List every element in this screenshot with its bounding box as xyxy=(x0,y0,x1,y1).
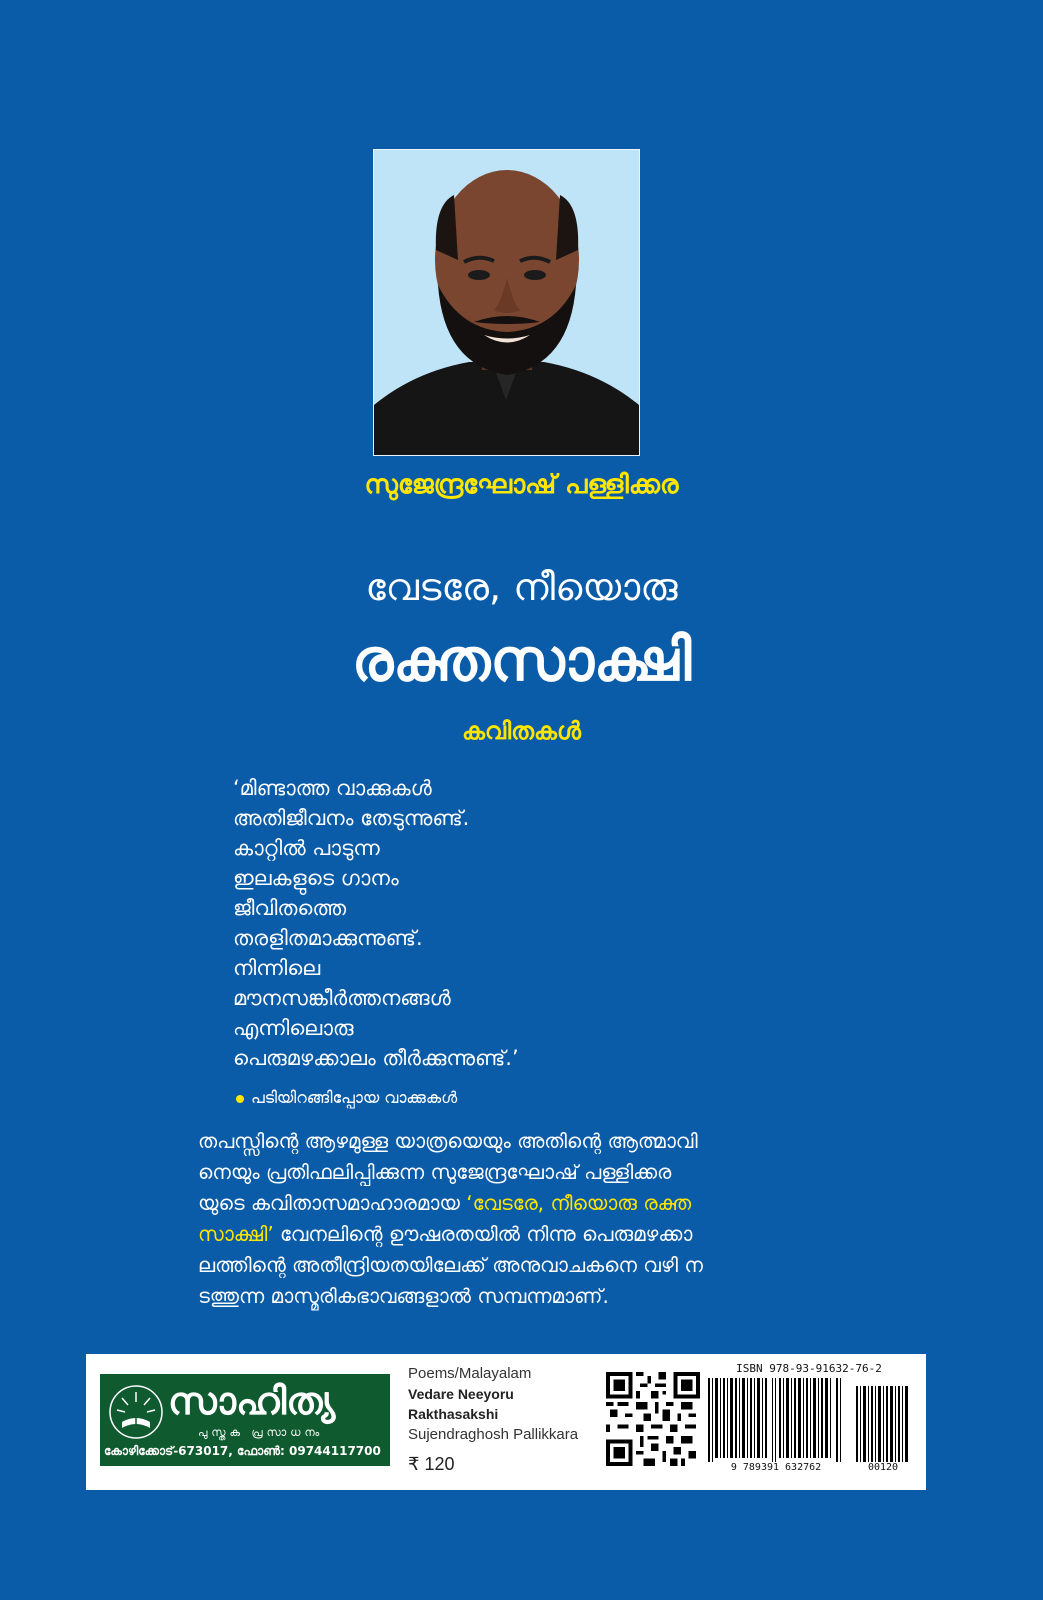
blurb-line xyxy=(198,1188,858,1219)
poem-line: കാറ്റിൽ പാടുന്ന xyxy=(233,836,380,860)
author-photo xyxy=(373,149,640,456)
poem-source-title: പടിയിറങ്ങിപ്പോയ വാക്കുകൾ xyxy=(251,1088,458,1107)
poem-excerpt xyxy=(233,773,833,1073)
poem-line: തരളിതമാക്കുന്നുണ്ട്. xyxy=(233,926,423,950)
book-author-latin: Sujendraghosh Pallikkara xyxy=(408,1426,579,1443)
blurb-line: നെയും പ്രതിഫലിപ്പിക്കുന്ന സുജേന്ദ്രഘോഷ് പള്ളിക്കര xyxy=(198,1160,672,1184)
book-metadata xyxy=(408,1364,600,1478)
poem-line: ‘മിണ്ടാത്ത വാക്കുകൾ xyxy=(233,776,432,800)
publisher-logo xyxy=(100,1374,390,1466)
book-title-line2: രക്തസാക്ഷി xyxy=(351,626,692,694)
barcode-icon xyxy=(706,1378,912,1462)
barcode-digits: 9 789391 632762 xyxy=(730,1462,822,1473)
book-blurb xyxy=(198,1126,858,1312)
publisher-address: കോഴിക്കോട്-673017, ഫോൺ: 09744117700 xyxy=(104,1444,381,1458)
publisher-emblem-icon xyxy=(108,1384,164,1440)
isbn-label: ISBN 978-93-91632-76-2 xyxy=(736,1362,882,1375)
poem-line: അതിജീവനം തേടുന്നുണ്ട്. xyxy=(233,806,470,830)
qr-code-icon xyxy=(606,1372,700,1466)
poem-line: ഇലകളുടെ ഗാനം xyxy=(233,866,399,890)
book-category: Poems/Malayalam xyxy=(408,1365,532,1382)
book-genre: കവിതകൾ xyxy=(461,717,582,745)
book-title-latin: Vedare Neeyoru xyxy=(408,1386,514,1402)
barcode-addon-digits: 00120 xyxy=(867,1462,899,1473)
book-title-latin: Rakthasakshi xyxy=(408,1406,499,1422)
footer-panel xyxy=(86,1354,926,1490)
poem-line: മൗനസങ്കീർത്തനങ്ങൾ xyxy=(233,986,451,1010)
poem-source xyxy=(236,1088,457,1108)
publisher-name: സാഹിത്യ xyxy=(168,1378,336,1423)
poem-line: ജീവിതത്തെ xyxy=(233,896,347,920)
publisher-tagline: പുസ്തക പ്രസാധനം xyxy=(198,1426,324,1439)
blurb-highlight-title: ‘വേടരേ, നീയൊരു രക്ത xyxy=(466,1191,692,1215)
isbn-barcode xyxy=(706,1362,912,1482)
poem-line: എന്നിലൊരു xyxy=(233,1016,354,1040)
poem-line: നിന്നിലെ xyxy=(233,956,321,980)
blurb-text: യുടെ കവിതാസമാഹാരമായ xyxy=(198,1191,467,1215)
bullet-icon xyxy=(236,1095,244,1103)
book-price: ₹ 120 xyxy=(408,1454,455,1474)
blurb-text: വേനലിന്റെ ഊഷരതയിൽ നിന്നു പെരുമഴക്കാ xyxy=(273,1222,693,1246)
blurb-line: തപസ്സിന്റെ ആഴമുള്ള യാത്രയെയും അതിന്റെ ആത്മാവി xyxy=(198,1129,698,1153)
blurb-line: ലത്തിന്റെ അതീന്ദ്രിയതയിലേക്ക് അനുവാചകനെ വഴി ന xyxy=(198,1253,703,1277)
blurb-line xyxy=(198,1219,858,1250)
author-name: സുജേന്ദ്രഘോഷ് പള്ളിക്കര xyxy=(364,470,679,500)
poem-line: പെരുമഴക്കാലം തീർക്കുന്നുണ്ട്.’ xyxy=(233,1046,519,1070)
blurb-line: ടത്തുന്ന മാസ്മരികഭാവങ്ങളാൽ സമ്പന്നമാണ്. xyxy=(198,1284,609,1308)
book-title-line1: വേടരേ, നീയൊരു xyxy=(365,565,678,609)
blurb-highlight-title: സാക്ഷി’ xyxy=(198,1222,274,1246)
